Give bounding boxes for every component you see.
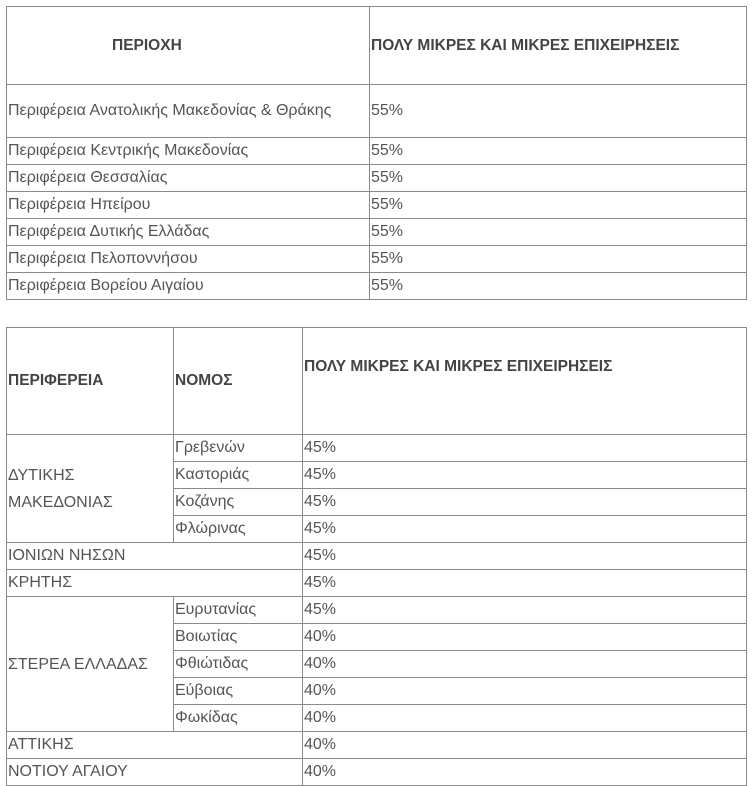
- table-row: [7, 570, 747, 597]
- header-region: ΠΕΡΙΦΕΡΕΙΑ: [7, 328, 174, 435]
- header-business-size: ΠΟΛΥ ΜΙΚΡΕΣ ΚΑΙ ΜΙΚΡΕΣ ΕΠΙΧΕΙΡΗΣΕΙΣ: [303, 328, 747, 435]
- value-cell: 45%: [303, 462, 747, 489]
- value-cell: 40%: [303, 732, 747, 759]
- header-prefecture: ΝΟΜΟΣ: [174, 328, 303, 435]
- value-cell: 45%: [303, 489, 747, 516]
- table-row: [7, 543, 747, 570]
- region-cell: Περιφέρεια Κεντρικής Μακεδονίας: [7, 138, 370, 165]
- value-cell: 40%: [303, 651, 747, 678]
- table-row: [7, 732, 747, 759]
- value-cell: 40%: [303, 705, 747, 732]
- region-cell: ΙΟΝΙΩΝ ΝΗΣΩΝ: [7, 543, 303, 570]
- region-cell: Περιφέρεια Δυτικής Ελλάδας: [7, 219, 370, 246]
- table-row: [7, 138, 747, 165]
- header-business-size: ΠΟΛΥ ΜΙΚΡΕΣ ΚΑΙ ΜΙΚΡΕΣ ΕΠΙΧΕΙΡΗΣΕΙΣ: [370, 7, 747, 85]
- region-cell: ΣΤΕΡΕΑ ΕΛΛΑΔΑΣ: [7, 597, 174, 732]
- value-cell: 55%: [370, 138, 747, 165]
- value-cell: 40%: [303, 624, 747, 651]
- value-cell: 45%: [303, 543, 747, 570]
- table-row: [7, 246, 747, 273]
- table-row: [7, 597, 747, 624]
- value-cell: 55%: [370, 219, 747, 246]
- value-cell: 40%: [303, 678, 747, 705]
- table-row: [7, 435, 747, 462]
- value-cell: 55%: [370, 165, 747, 192]
- prefecture-cell: Φθιώτιδας: [174, 651, 303, 678]
- region-cell: ΑΤΤΙΚΗΣ: [7, 732, 303, 759]
- prefecture-cell: Εύβοιας: [174, 678, 303, 705]
- table-header-row: [7, 7, 747, 85]
- value-cell: 45%: [303, 597, 747, 624]
- table-row: [7, 273, 747, 300]
- prefecture-cell: Καστοριάς: [174, 462, 303, 489]
- value-cell: 40%: [303, 759, 747, 786]
- prefecture-cell: Κοζάνης: [174, 489, 303, 516]
- value-cell: 55%: [370, 192, 747, 219]
- value-cell: 45%: [303, 570, 747, 597]
- value-cell: 55%: [370, 246, 747, 273]
- prefecture-cell: Γρεβενών: [174, 435, 303, 462]
- region-cell: Περιφέρεια Ανατολικής Μακεδονίας & Θράκης: [7, 85, 370, 138]
- value-cell: 55%: [370, 85, 747, 138]
- table-header-row: [7, 328, 747, 435]
- region-cell: Περιφέρεια Θεσσαλίας: [7, 165, 370, 192]
- table-row: [7, 165, 747, 192]
- region-cell: ΝΟΤΙΟΥ ΑΓΑΙΟΥ: [7, 759, 303, 786]
- value-cell: 45%: [303, 435, 747, 462]
- prefecture-cell: Ευρυτανίας: [174, 597, 303, 624]
- value-cell: 45%: [303, 516, 747, 543]
- table-row: [7, 759, 747, 786]
- region-cell: Περιφέρεια Βορείου Αιγαίου: [7, 273, 370, 300]
- prefecture-cell: Φωκίδας: [174, 705, 303, 732]
- prefecture-cell: Βοιωτίας: [174, 624, 303, 651]
- region-cell: ΔΥΤΙΚΗΣ ΜΑΚΕΔΟΝΙΑΣ: [7, 435, 174, 543]
- region-cell: Περιφέρεια Ηπείρου: [7, 192, 370, 219]
- prefecture-cell: Φλώρινας: [174, 516, 303, 543]
- region-cell: ΚΡΗΤΗΣ: [7, 570, 303, 597]
- region-cell: Περιφέρεια Πελοποννήσου: [7, 246, 370, 273]
- table-row: [7, 219, 747, 246]
- table-row: [7, 85, 747, 138]
- region-table: [6, 6, 747, 300]
- header-region: ΠΕΡΙΟΧΗ: [7, 7, 370, 85]
- table-row: [7, 192, 747, 219]
- prefecture-table: [6, 327, 747, 786]
- value-cell: 55%: [370, 273, 747, 300]
